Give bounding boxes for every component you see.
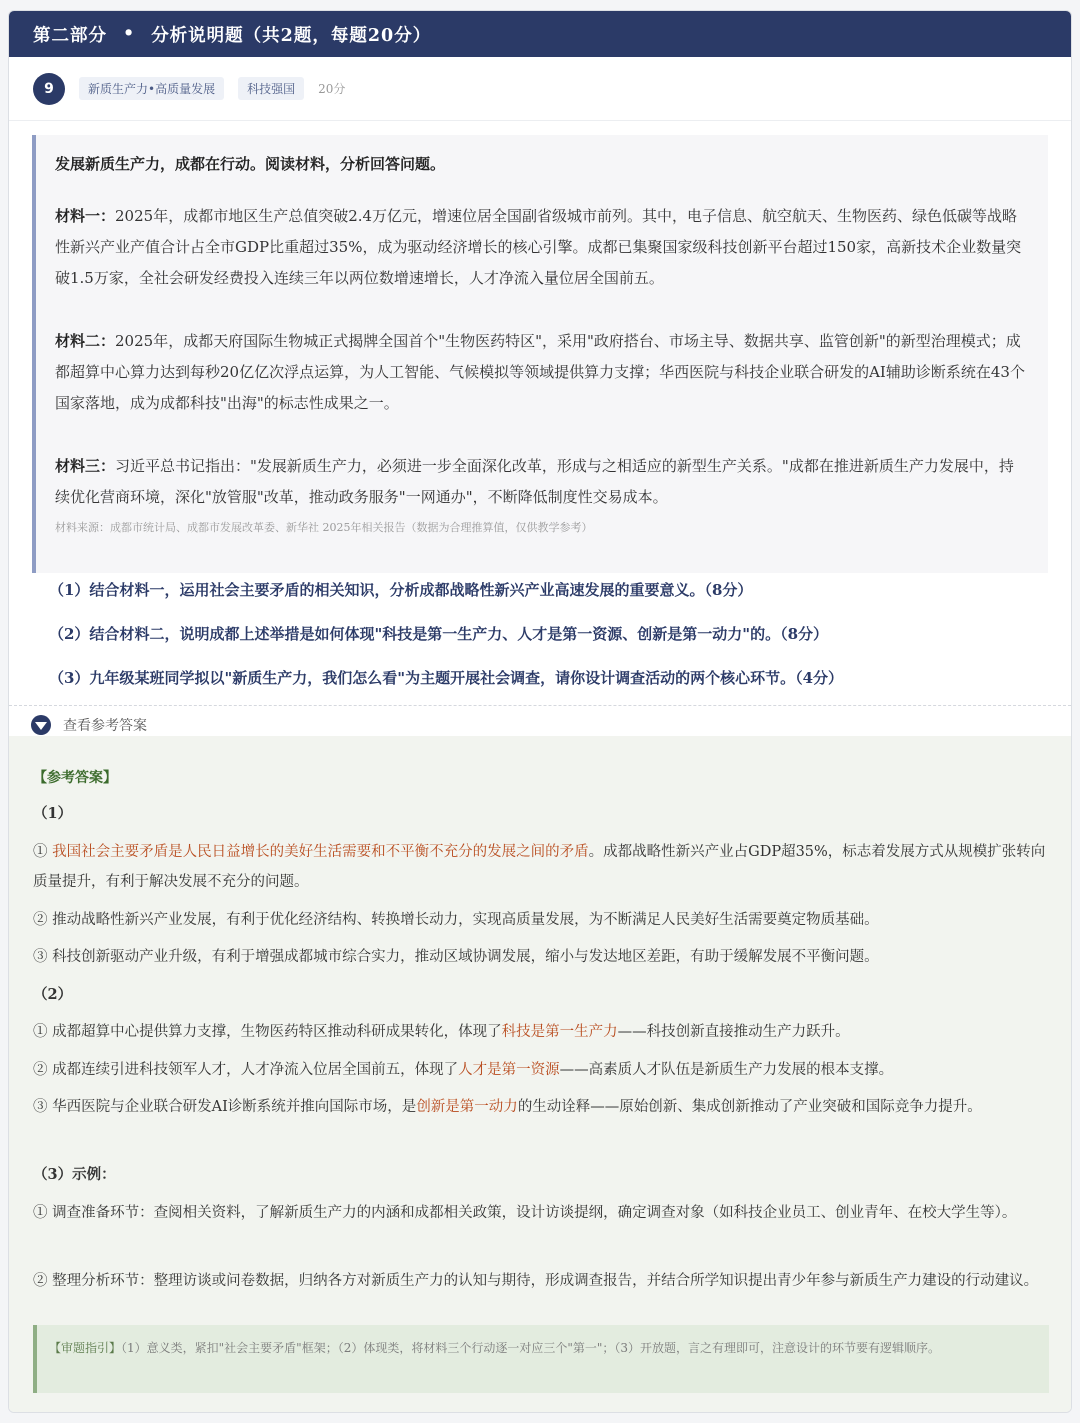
material-two bbox=[55, 326, 1026, 419]
answer-part3-point2: ② 整理分析环节：整理访谈或问卷数据，归纳各方对新质生产力的认知与期待，形成调查报告，并结合所学知识提出青少年参与新质生产力建设的行动建议。 bbox=[33, 1273, 1039, 1289]
material-three-text: 习近平总书记指出："发展新质生产力，必须进一步全面深化改革，形成与之相适应的新型生产关系。"成都在推进新质生产力发展中，持续优化营商环境，深化"放管服"改革，推动政务服务"一网通办"，不断降低制度性交易成本。 bbox=[55, 457, 1014, 506]
answer-part1-point3: ③ 科技创新驱动产业升级，有利于增强成都城市综合实力，推动区域协调发展，缩小与发达地区差距，有助于缓解发展不平衡问题。 bbox=[33, 949, 879, 965]
answer-part2-p3-prefix: ③ 华西医院与企业联合研发AI诊断系统并推向国际市场，是 bbox=[33, 1099, 417, 1115]
material-three-label: 材料三： bbox=[55, 457, 116, 475]
answer-part2-point1 bbox=[33, 1017, 1049, 1047]
answer-part2-p1-prefix: ① 成都超算中心提供算力支撑，生物医药特区推动科研成果转化，体现了 bbox=[33, 1024, 502, 1040]
material-one-label: 材料一： bbox=[55, 207, 116, 225]
question-meta bbox=[9, 57, 1071, 121]
section-part: 第二部分 bbox=[33, 25, 107, 46]
subquestion-2: （2）结合材料二，说明成都上述举措是如何体现"科技是第一生产力、人才是第一资源、创新是第一动力"的。（8分） bbox=[49, 625, 829, 643]
answer-part2-p3-highlight: 创新是第一动力 bbox=[416, 1099, 518, 1115]
subquestion-1: （1）结合材料一，运用社会主要矛盾的相关知识，分析成都战略性新兴产业高速发展的重要意义。（8分） bbox=[49, 581, 753, 599]
answer-part1-point1 bbox=[33, 837, 1049, 897]
answer-part2-label: （2） bbox=[33, 986, 73, 1003]
hint-label: 【审题指引】 bbox=[49, 1341, 122, 1355]
subquestion-list bbox=[49, 577, 1049, 709]
answer-part2-point2 bbox=[33, 1055, 1049, 1085]
answer-part2-p1-highlight: 科技是第一生产力 bbox=[501, 1024, 618, 1040]
answer-part2-p3-rest: 的生动诠释——原始创新、集成创新推动了产业突破和国际竞争力提升。 bbox=[517, 1099, 982, 1115]
dashed-divider bbox=[9, 705, 1071, 706]
material-two-text: 2025年，成都天府国际生物城正式揭牌全国首个"生物医药特区"，采用"政府搭台、市场主导、数据共享、监管创新"的新型治理模式；成都超算中心算力达到每秒20亿亿次浮点运算，为人工智能、气候模拟等领域提供算力支撑；华西医院与科技企业联合研发的AI辅助诊断系统在43个国家落地，成为成都科技"出海"的标志性成果之一。 bbox=[55, 332, 1025, 412]
section-separator: • bbox=[123, 24, 136, 44]
subquestion-3: （3）九年级某班同学拟以"新质生产力，我们怎么看"为主题开展社会调查，请你设计调查活动的两个核心环节。（4分） bbox=[49, 669, 844, 687]
material-one-text: 2025年，成都市地区生产总值突破2.4万亿元，增速位居全国副省级城市前列。其中，电子信息、航空航天、生物医药、绿色低碳等战略性新兴产业产值合计占全市GDP比重超过35%，成为驱动经济增长的核心引擎。成都已集聚国家级科技创新平台超过150家，高新技术企业数量突破1.5万家，全社会研发经费投入连续三年以两位数增速增长，人才净流入量位居全国前五。 bbox=[55, 207, 1022, 287]
view-answer-label: 查看参考答案 bbox=[63, 718, 147, 734]
chevron-down-icon bbox=[31, 715, 51, 735]
answer-part1-p1-rest: 。成都战略性新兴产业占GDP超35%，标志着发展方式从规模扩张转向质量提升，有利于解决发展不充分的问题。 bbox=[33, 844, 1046, 890]
answer-part1-p1-highlight: 我国社会主要矛盾是人民日益增长的美好生活需要和不平衡不充分的发展之间的矛盾 bbox=[52, 844, 589, 860]
answer-part1-p1-prefix: ① bbox=[33, 844, 53, 860]
material-one bbox=[55, 201, 1026, 294]
question-number-badge: 9 bbox=[33, 73, 65, 105]
view-answer-toggle[interactable] bbox=[31, 714, 147, 736]
material-source: 材料来源：成都市统计局、成都市发展改革委、新华社 2025年相关报告（数据为合理推算值，仅供教学参考） bbox=[55, 521, 593, 534]
tag-tech-power: 科技强国 bbox=[238, 77, 304, 100]
answer-part1-point2: ② 推动战略性新兴产业发展，有利于优化经济结构、转换增长动力，实现高质量发展，为不断满足人民美好生活需要奠定物质基础。 bbox=[33, 912, 879, 928]
answer-part3-point1: ① 调查准备环节：查阅相关资料，了解新质生产力的内涵和成都相关政策，设计访谈提纲，确定调查对象（如科技企业员工、创业青年、在校大学生等）。 bbox=[33, 1205, 1017, 1221]
answer-part2-p2-highlight: 人才是第一资源 bbox=[458, 1062, 560, 1078]
question-score: 20分 bbox=[318, 82, 346, 96]
material-two-label: 材料二： bbox=[55, 332, 116, 350]
hint-text: （1）意义类，紧扣"社会主要矛盾"框架；（2）体现类，将材料三个行动逐一对应三个"第一"；（3）开放题，言之有理即可，注意设计的环节要有逻辑顺序。 bbox=[121, 1341, 941, 1355]
answer-part3-label: （3）示例： bbox=[33, 1166, 116, 1183]
tag-new-productivity: 新质生产力•高质量发展 bbox=[79, 77, 224, 100]
section-title: 分析说明题（共2题，每题20分） bbox=[151, 25, 432, 46]
material-three bbox=[55, 451, 1026, 513]
answer-part2-p1-rest: ——科技创新直接推动生产力跃升。 bbox=[617, 1024, 850, 1040]
answer-part2-point3 bbox=[33, 1092, 1049, 1122]
material-intro: 发展新质生产力，成都在行动。阅读材料，分析回答问题。 bbox=[55, 155, 446, 173]
answer-part1-label: （1） bbox=[33, 805, 73, 822]
section-header bbox=[9, 11, 1071, 57]
exam-hint-box bbox=[33, 1325, 1049, 1393]
answer-header: 【参考答案】 bbox=[33, 770, 117, 786]
question-card bbox=[8, 10, 1072, 1413]
answer-part2-p2-rest: ——高素质人才队伍是新质生产力发展的根本支撑。 bbox=[559, 1062, 894, 1078]
material-block bbox=[32, 135, 1048, 573]
answer-part2-p2-prefix: ② 成都连续引进科技领军人才，人才净流入位居全国前五，体现了 bbox=[33, 1062, 459, 1078]
